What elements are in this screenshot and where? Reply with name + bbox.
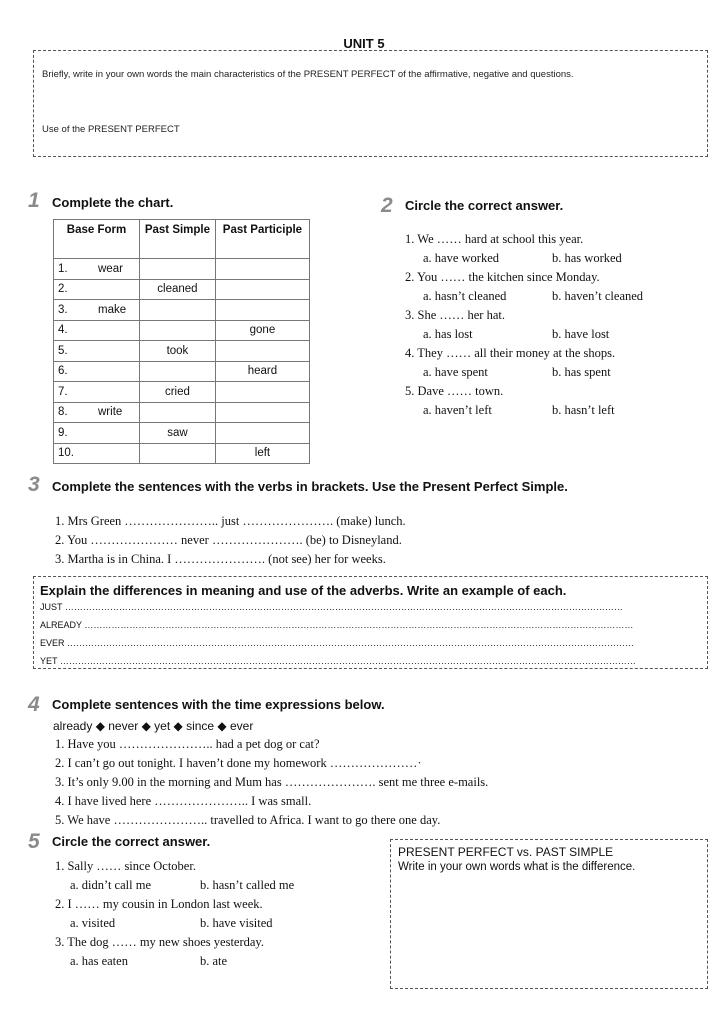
option-b: b. haven’t cleaned (552, 289, 644, 303)
chart-cell-pp[interactable] (215, 341, 309, 362)
row-number: 2. (58, 283, 68, 296)
option-b: b. have lost (552, 327, 610, 341)
option-a: a. hasn’t cleaned (423, 289, 507, 303)
chart-cell-past[interactable]: cried (140, 382, 216, 403)
section-3-number: 3 (28, 473, 40, 496)
chart-cell-pp[interactable] (215, 279, 309, 300)
question: 3. She …… her hat. (405, 308, 505, 322)
base-form-value: make (98, 303, 127, 316)
chart-header-row (54, 220, 310, 259)
sentence: 3. It’s only 9.00 in the morning and Mum has …………………. sent me three e-mails. (55, 775, 489, 789)
compare-box (390, 839, 708, 989)
adverb-line-already: ALREADY ………………………………………………………………………………………………………………………………………………………………… (40, 620, 634, 630)
option-b: b. have visited (200, 916, 273, 930)
chart-row (54, 382, 310, 403)
row-number: 5. (58, 344, 68, 357)
chart-cell-base[interactable] (54, 382, 140, 403)
chart-cell-base[interactable] (54, 423, 140, 444)
chart-cell-pp[interactable]: heard (215, 361, 309, 382)
chart-row (54, 361, 310, 382)
chart-cell-pp[interactable] (215, 382, 309, 403)
question: 5. Dave …… town. (405, 384, 504, 398)
section-1-number: 1 (28, 189, 40, 212)
row-number: 6. (58, 365, 68, 378)
chart-row (54, 341, 310, 362)
verb-chart (53, 219, 310, 464)
row-number: 7. (58, 385, 68, 398)
section-4-number: 4 (28, 693, 40, 716)
option-a: a. have spent (423, 365, 488, 379)
section-1-title: Complete the chart. (52, 195, 174, 210)
chart-cell-base[interactable] (54, 279, 140, 300)
row-number: 4. (58, 324, 68, 337)
sentence: 2. I can’t go out tonight. I haven’t done my homework …………………· (55, 756, 422, 770)
chart-cell-base[interactable] (54, 402, 140, 423)
chart-cell-pp[interactable] (215, 423, 309, 444)
chart-cell-past[interactable] (140, 259, 216, 280)
chart-cell-base[interactable] (54, 361, 140, 382)
option-a: a. visited (70, 916, 116, 930)
chart-cell-base[interactable] (54, 341, 140, 362)
row-number: 1. (58, 262, 68, 275)
option-b: b. hasn’t left (552, 403, 615, 417)
chart-row (54, 443, 310, 464)
option-b: b. ate (200, 954, 228, 968)
chart-cell-past[interactable] (140, 320, 216, 341)
time-expressions: already ◆ never ◆ yet ◆ since ◆ ever (53, 719, 254, 733)
question: 1. Sally …… since October. (55, 859, 196, 873)
question: 2. You …… the kitchen since Monday. (405, 270, 600, 284)
chart-cell-past[interactable]: cleaned (140, 279, 216, 300)
sentence: 3. Martha is in China. I …………………. (not see) her for weeks. (55, 552, 386, 566)
adverbs-title: Explain the differences in meaning and use of the adverbs. Write an example of each. (40, 583, 567, 598)
intro-box (33, 50, 708, 157)
option-a: a. has lost (423, 327, 473, 341)
option-a: a. didn’t call me (70, 878, 151, 892)
section-4-sentences (55, 737, 675, 832)
chart-cell-past[interactable] (140, 300, 216, 321)
sentence: 1. Have you ………………….. had a pet dog or cat? (55, 737, 320, 751)
section-2-number: 2 (381, 194, 393, 217)
row-number: 8. (58, 406, 68, 419)
chart-cell-pp[interactable] (215, 300, 309, 321)
adverb-line-yet: YET ………………………………………………………………………………………………………………………………………………………………………… (40, 656, 636, 666)
chart-cell-past[interactable]: saw (140, 423, 216, 444)
sentence: 2. You ………………… never …………………. (be) to Disneyland. (55, 533, 402, 547)
compare-title: PRESENT PERFECT vs. PAST SIMPLE (398, 845, 614, 859)
chart-row (54, 320, 310, 341)
chart-row (54, 423, 310, 444)
chart-row (54, 402, 310, 423)
intro-instruction: Briefly, write in your own words the main characteristics of the PRESENT PERFECT of the affirmative, negative and questions. (42, 69, 574, 80)
question: 3. The dog …… my new shoes yesterday. (55, 935, 264, 949)
section-5-number: 5 (28, 830, 40, 853)
unit-title: UNIT 5 (343, 36, 385, 51)
sentence: 4. I have lived here ………………….. I was small. (55, 794, 312, 808)
question: 1. We …… hard at school this year. (405, 232, 584, 246)
chart-cell-base[interactable] (54, 259, 140, 280)
section-3-title: Complete the sentences with the verbs in brackets. Use the Present Perfect Simple. (52, 479, 568, 494)
option-b: b. has spent (552, 365, 611, 379)
row-number: 9. (58, 426, 68, 439)
adverb-line-just: JUST …………………………………………………………………………………………………………………………………………………………………… (40, 602, 623, 612)
compare-instruction: Write in your own words what is the difference. (398, 861, 636, 873)
section-4-title: Complete sentences with the time expressions below. (52, 697, 385, 712)
use-label: Use of the PRESENT PERFECT (42, 124, 180, 135)
base-form-value: write (98, 406, 123, 419)
section-5-questions (55, 859, 375, 979)
chart-cell-pp[interactable]: left (215, 443, 309, 464)
sentence: 5. We have ………………….. travelled to Africa. I want to go there one day. (55, 813, 441, 827)
base-form-value: wear (98, 262, 123, 275)
question: 4. They …… all their money at the shops. (405, 346, 616, 360)
option-a: a. haven’t left (423, 403, 492, 417)
section-2-title: Circle the correct answer. (405, 198, 564, 213)
chart-cell-past[interactable] (140, 361, 216, 382)
section-5-title: Circle the correct answer. (52, 834, 211, 849)
section-2-questions (405, 232, 705, 432)
chart-header-past: Past Simple (140, 220, 216, 259)
chart-header-base: Base Form (54, 220, 140, 259)
option-a: a. have worked (423, 251, 500, 265)
chart-cell-base[interactable] (54, 300, 140, 321)
chart-cell-past[interactable]: took (140, 341, 216, 362)
option-b: b. hasn’t called me (200, 878, 295, 892)
adverb-line-ever: EVER ……………………………………………………………………………………………………………………………………………………………………… (40, 638, 635, 648)
chart-header-pp: Past Participle (215, 220, 309, 259)
chart-cell-base[interactable] (54, 443, 140, 464)
row-number: 10. (58, 447, 74, 460)
sentence: 1. Mrs Green ………………….. just …………………. (make) lunch. (55, 514, 406, 528)
chart-cell-past[interactable] (140, 443, 216, 464)
question: 2. I …… my cousin in London last week. (55, 897, 263, 911)
chart-cell-past[interactable] (140, 402, 216, 423)
chart-cell-pp[interactable] (215, 259, 309, 280)
section-3-sentences (55, 514, 655, 574)
chart-row (54, 279, 310, 300)
row-number: 3. (58, 303, 68, 316)
chart-cell-pp[interactable]: gone (215, 320, 309, 341)
chart-row (54, 300, 310, 321)
chart-row (54, 259, 310, 280)
chart-cell-pp[interactable] (215, 402, 309, 423)
option-b: b. has worked (552, 251, 622, 265)
chart-cell-base[interactable] (54, 320, 140, 341)
option-a: a. has eaten (70, 954, 128, 968)
